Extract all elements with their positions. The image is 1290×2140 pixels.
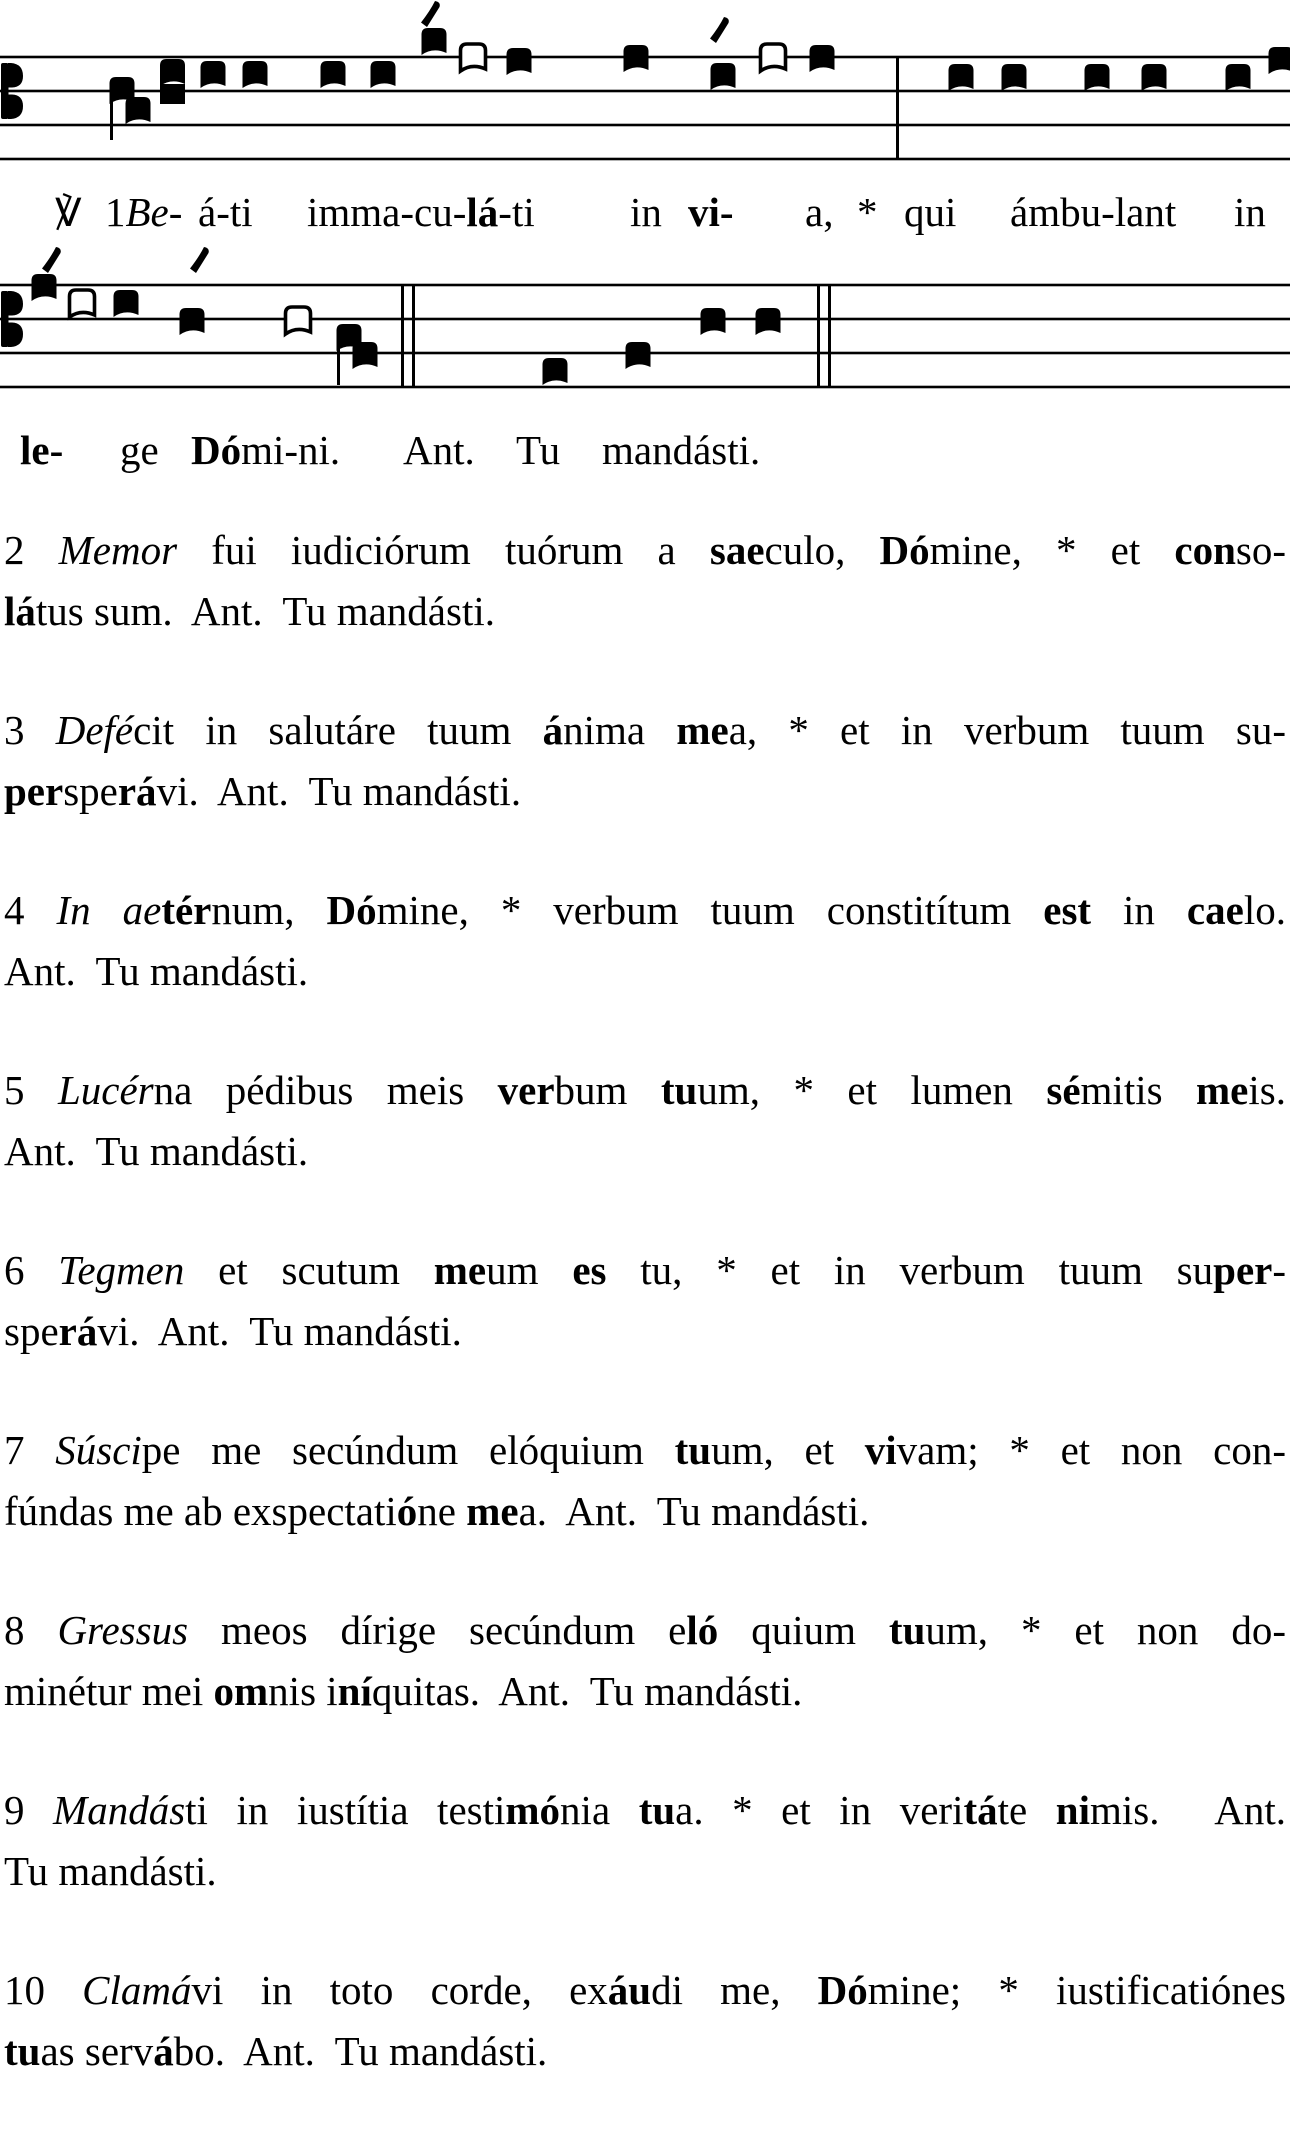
lyric-text: ge [120, 427, 159, 473]
verse-text: - [1272, 1247, 1286, 1293]
verse-text: a. * et in veri [675, 1787, 963, 1833]
verse-text: con [1174, 527, 1236, 573]
verse-text: me [434, 1247, 486, 1293]
verse-text: Clamá [82, 1967, 191, 2013]
punctum-note [701, 308, 726, 335]
punctum-note [949, 64, 974, 91]
verse-line [4, 1420, 1286, 1481]
lyric-text: Tu [516, 427, 560, 473]
cavum-note [461, 44, 486, 71]
verse-text: pe me secúndum elóquium [142, 1427, 675, 1473]
psalm-verse-10 [4, 1960, 1286, 2082]
verse-text: a. Ant. Tu mandásti. [519, 1488, 870, 1534]
lyric-text: lá [466, 189, 498, 235]
verse-text: spe [63, 768, 118, 814]
verse-text: ni [1056, 1787, 1090, 1833]
psalm-verse-7 [4, 1420, 1286, 1542]
lyric-syllable [307, 186, 535, 238]
verse-text: ver [498, 1067, 555, 1113]
verse-text: mis. Ant. [1090, 1787, 1286, 1833]
verse-text: um [486, 1247, 572, 1293]
verse-line [4, 581, 1286, 642]
verse-text: Mandás [53, 1787, 185, 1833]
verse-text: á [153, 2028, 174, 2074]
do-clef [1, 291, 9, 347]
verse-line [4, 941, 1286, 1002]
verse-text: sae [710, 527, 765, 573]
lyric-syllable [1010, 186, 1176, 238]
lyrics-line-2 [0, 424, 1290, 482]
psalm-verse-8 [4, 1600, 1286, 1722]
clivis-note [353, 342, 378, 369]
verse-text: vi. Ant. Tu mandásti. [157, 768, 522, 814]
verse-text: lo. [1244, 887, 1286, 933]
verse-text: tu [661, 1067, 697, 1113]
punctum-note [371, 61, 396, 88]
do-clef [8, 291, 23, 316]
punctum-note [243, 61, 268, 88]
clivis-note [126, 97, 151, 124]
punctum-note [321, 61, 346, 88]
verse-text: Memor [59, 527, 177, 573]
lyric-syllable [516, 424, 560, 476]
verse-text: ne [417, 1488, 466, 1534]
verse-line [4, 2021, 1286, 2082]
lyric-text: in [1234, 189, 1266, 235]
verse-text: di me, [651, 1967, 818, 2013]
verse-text: 7 [4, 1427, 55, 1473]
verse-text: Dó [880, 527, 930, 573]
verse-text: es [572, 1247, 606, 1293]
verse-text: me [1196, 1067, 1248, 1113]
lyric-syllable [20, 424, 63, 476]
verse-text: so- [1236, 527, 1286, 573]
psalm-verse-9 [4, 1780, 1286, 1902]
verse-text: nima [563, 707, 676, 753]
lyric-syllable [1234, 186, 1266, 238]
lyric-syllable [602, 424, 760, 476]
verse-text: á [543, 707, 564, 753]
verse-text: om [214, 1668, 269, 1714]
verse-text: um, et [711, 1427, 865, 1473]
verse-text: vi in toto corde, ex [192, 1967, 608, 2013]
psalm-verse-6 [4, 1240, 1286, 1362]
punctum-note [1142, 64, 1167, 91]
verse-line [4, 1060, 1286, 1121]
lyric-syllable [403, 424, 475, 476]
verse-text: rá [118, 768, 157, 814]
punctum-note [1002, 64, 1027, 91]
verse-line [4, 1481, 1286, 1542]
verse-text: quium [718, 1607, 889, 1653]
verse-text: in [1091, 887, 1187, 933]
verse-line [4, 1960, 1286, 2021]
lyric-text: mandásti. [602, 427, 760, 473]
division-bar [896, 56, 899, 160]
verse-text: Dó [327, 887, 377, 933]
verse-text: num, [211, 887, 326, 933]
lyric-syllable [805, 186, 833, 238]
verse-text: quitas. Ant. Tu mandásti. [372, 1668, 803, 1714]
verse-line [4, 520, 1286, 581]
lyric-text: mi-ni. [241, 427, 340, 473]
cavum-note [761, 44, 786, 71]
verse-text: na pédibus meis [154, 1067, 498, 1113]
verse-text: 8 [4, 1607, 57, 1653]
chant-staff-1 [0, 0, 1290, 172]
verse-text: fui iudiciórum tuórum a [177, 527, 710, 573]
verse-line [4, 1121, 1286, 1182]
podatus-note [160, 59, 185, 86]
verse-text: per [4, 768, 63, 814]
verse-line [4, 1841, 1286, 1902]
staff-line [0, 124, 1290, 127]
verse-text: vi. Ant. Tu mandásti. [97, 1308, 462, 1354]
verse-text: is. [1248, 1067, 1286, 1113]
verse-line [4, 880, 1286, 941]
punctum-note [1085, 64, 1110, 91]
verse-line [4, 1780, 1286, 1841]
verse-text: tu [889, 1607, 925, 1653]
verse-text: a, * et in verbum tuum su- [729, 707, 1286, 753]
verse-text: mitis [1081, 1067, 1196, 1113]
lyric-text: Ant. [403, 427, 475, 473]
punctum-note [422, 28, 447, 55]
lyric-syllable [904, 186, 956, 238]
punctum-note [711, 63, 736, 90]
punctum-note [756, 308, 781, 335]
verse-line [4, 761, 1286, 822]
cavum-note [286, 307, 311, 334]
verse-text: Súsci [55, 1427, 142, 1473]
verse-text: te [998, 1787, 1056, 1833]
verse-text: minétur mei [4, 1668, 214, 1714]
lyric-text: * [857, 189, 878, 235]
double-bar [401, 284, 404, 388]
staff-line [0, 158, 1290, 161]
verse-line [4, 1600, 1286, 1661]
punctum-note [201, 61, 226, 88]
psalm-verses [4, 520, 1286, 2140]
verse-text: tér [161, 887, 211, 933]
lyric-text: ámbu-lant [1010, 189, 1176, 235]
verse-text: mine, * et [930, 527, 1175, 573]
lyric-syllable [191, 424, 340, 476]
lyric-text: a, [805, 189, 833, 235]
verse-text: 4 [4, 887, 56, 933]
verse-line [4, 1240, 1286, 1301]
verse-text: ló [686, 1607, 718, 1653]
verse-text: Tu mandásti. [4, 1848, 217, 1894]
psalm-verse-4 [4, 880, 1286, 1002]
verse-line [4, 1661, 1286, 1722]
verse-text: fúndas me ab exspectati [4, 1488, 397, 1534]
chant-staff-2 [0, 240, 1290, 394]
verse-text: Gressus [57, 1607, 188, 1653]
verse-text: tá [963, 1787, 997, 1833]
lyric-text: 1 [105, 189, 126, 235]
punctum-note [626, 342, 651, 369]
verse-text: nis i [268, 1668, 338, 1714]
versicle-icon: ℣ [55, 191, 82, 236]
lyric-text: vi- [688, 189, 734, 235]
do-clef [8, 95, 23, 120]
double-bar [412, 284, 415, 388]
lyric-text: Dó [191, 427, 241, 473]
lyric-syllable [105, 186, 182, 238]
staff-line [0, 284, 1290, 287]
verse-text: 3 [4, 707, 56, 753]
lyric-text: -ti [498, 189, 534, 235]
psalm-verse-2 [4, 520, 1286, 642]
verse-text: mó [505, 1787, 560, 1833]
lyric-text: imma-cu- [307, 189, 466, 235]
verse-line [4, 1301, 1286, 1362]
do-clef [1, 63, 9, 119]
punctum-note [32, 274, 57, 301]
lyric-syllable [857, 186, 878, 238]
verse-text: meos dírige secúndum e [188, 1607, 686, 1653]
punctum-note [114, 290, 139, 317]
podatus-base [160, 84, 185, 104]
staff-line [0, 386, 1290, 389]
verse-text: ti in iustítia testi [185, 1787, 505, 1833]
accent-mark [421, 1, 440, 27]
cavum-note [70, 290, 95, 317]
verse-text: um, * et lumen [697, 1067, 1046, 1113]
verse-text: tu, * et in verbum tuum su [606, 1247, 1213, 1293]
virga-note [1269, 47, 1290, 74]
verse-text: me [676, 707, 728, 753]
verse-text: est [1043, 887, 1091, 933]
verse-text: mine, * verbum tuum constitítum [377, 887, 1044, 933]
verse-text: áu [608, 1967, 651, 2013]
verse-text: In ae [56, 887, 161, 933]
verse-text: et scutum [184, 1247, 433, 1293]
punctum-note [1226, 64, 1251, 91]
verse-text: 10 [4, 1967, 82, 2013]
verse-text: 9 [4, 1787, 53, 1833]
lyric-text: qui [904, 189, 956, 235]
lyric-syllable [198, 186, 253, 238]
verse-text: rá [59, 1308, 98, 1354]
lyrics-line-1 [0, 186, 1290, 244]
verse-text: sé [1046, 1067, 1080, 1113]
verse-text: culo, [765, 527, 880, 573]
verse-text: per [1213, 1247, 1272, 1293]
accent-mark [710, 17, 729, 43]
verse-text: tu [4, 2028, 40, 2074]
lyric-syllable [55, 186, 82, 240]
lyric-syllable [688, 186, 734, 238]
verse-text: mine; * iustificatiónes [868, 1967, 1286, 2013]
double-bar [817, 284, 820, 388]
verse-text: lá [4, 588, 36, 634]
verse-text: nia [560, 1787, 639, 1833]
verse-text: um, * et non do- [925, 1607, 1286, 1653]
double-bar [828, 284, 831, 388]
verse-text: tu [675, 1427, 711, 1473]
verse-line [4, 700, 1286, 761]
psalm-verse-3 [4, 700, 1286, 822]
verse-text: tu [639, 1787, 675, 1833]
accent-mark [42, 247, 61, 273]
staff-line [0, 90, 1290, 93]
lyric-text: le- [20, 427, 63, 473]
verse-text: 2 [4, 527, 59, 573]
verse-text: 5 [4, 1067, 58, 1113]
verse-text: bum [555, 1067, 661, 1113]
verse-text: ó [397, 1488, 418, 1534]
lyric-syllable [120, 424, 159, 476]
verse-text: as serv [40, 2028, 153, 2074]
verse-text: Tegmen [58, 1247, 184, 1293]
verse-text: cit in salutáre tuum [133, 707, 543, 753]
verse-text: Dó [818, 1967, 868, 2013]
do-clef [8, 323, 23, 348]
verse-text: spe [4, 1308, 59, 1354]
verse-text: 6 [4, 1247, 58, 1293]
lyric-text: á-ti [198, 189, 253, 235]
punctum-note [624, 45, 649, 72]
verse-text: Ant. Tu mandásti. [4, 1128, 308, 1174]
do-clef [8, 63, 23, 88]
punctum-note [180, 308, 205, 335]
verse-text: tus sum. Ant. Tu mandásti. [36, 588, 495, 634]
verse-text: me [466, 1488, 518, 1534]
accent-mark [190, 247, 209, 273]
verse-text: ní [338, 1668, 372, 1714]
verse-text: cae [1187, 887, 1244, 933]
punctum-note [507, 48, 532, 75]
lyric-syllable [630, 186, 662, 238]
lyric-text: Be- [126, 189, 183, 235]
psalm-verse-5 [4, 1060, 1286, 1182]
verse-text: Ant. Tu mandásti. [4, 948, 308, 994]
verse-text: Lucér [58, 1067, 154, 1113]
verse-text: Defé [56, 707, 133, 753]
punctum-note [543, 358, 568, 385]
punctum-note [810, 45, 835, 72]
lyric-text: in [630, 189, 662, 235]
verse-text: vam; * et non con- [897, 1427, 1286, 1473]
verse-text: vi [865, 1427, 897, 1473]
verse-text: bo. Ant. Tu mandásti. [174, 2028, 548, 2074]
